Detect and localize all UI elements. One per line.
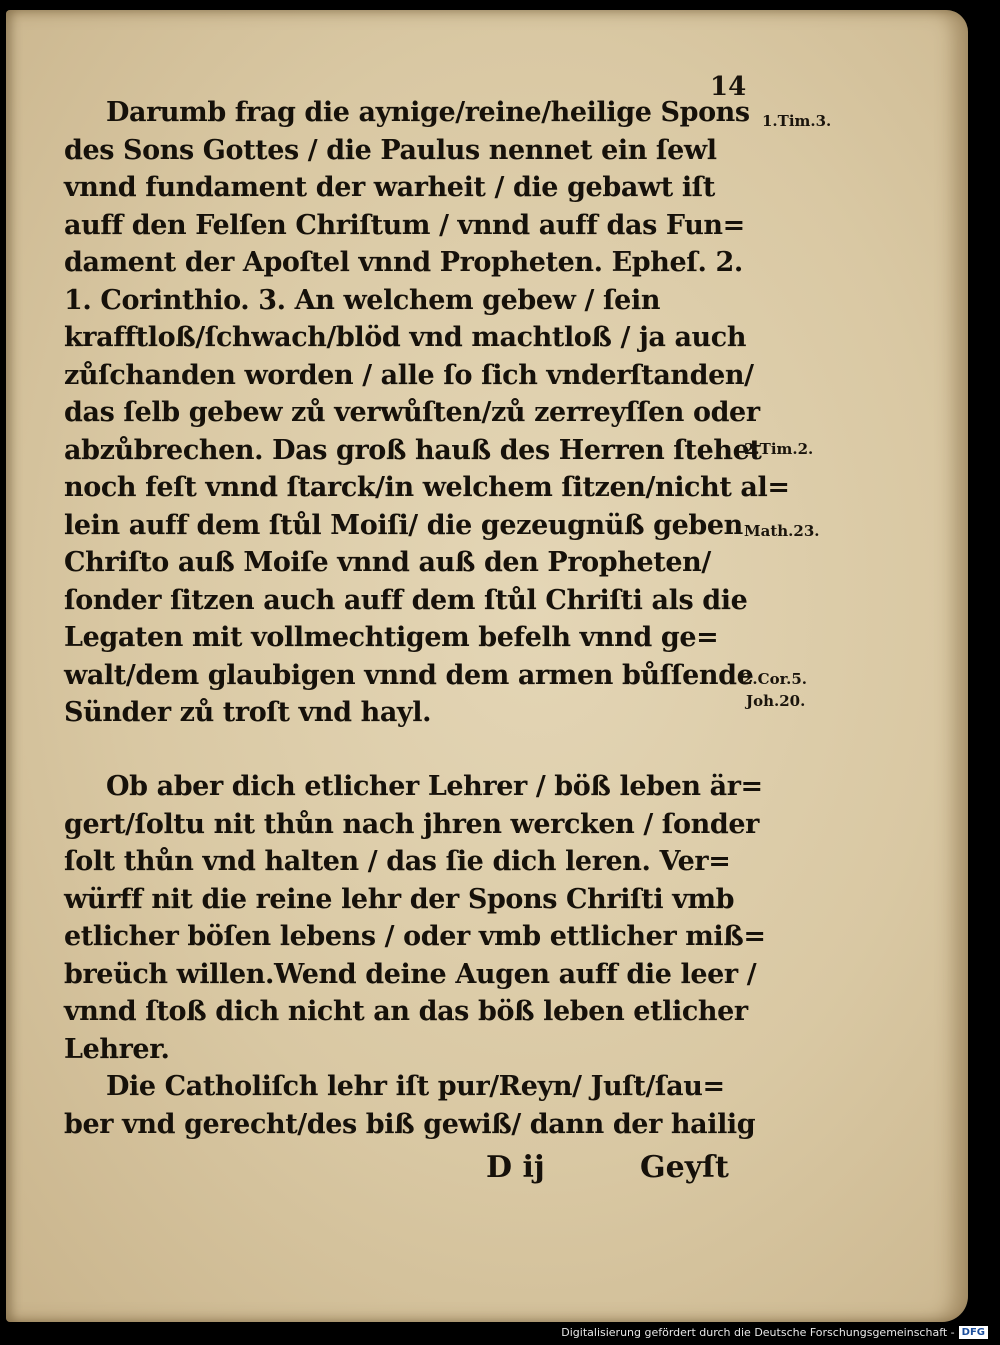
text-line: Ob aber dich etlicher Lehrer / böß leben är= [106, 771, 763, 802]
book-page [6, 10, 968, 1322]
text-line: etlicher böſen lebens / oder vmb ettlicher miß= [64, 921, 766, 952]
text-line: würff nit die reine lehr der Spons Chriſti vmb [64, 883, 735, 915]
text-line: walt/dem glaubigen vnnd dem armen bůſſende [64, 659, 754, 691]
text-line: Sünder zů troſt vnd hayl. [64, 697, 432, 728]
catchword: Geyſt [640, 1150, 729, 1185]
text-line: Legaten mit vollmechtigem befelh vnnd ge= [64, 622, 719, 653]
page-number: 14 [710, 72, 747, 102]
text-line: auff den Felſen Chriſtum / vnnd auff das Fun= [64, 209, 745, 241]
digitization-credit [561, 1324, 988, 1340]
text-line: krafftloß/ſchwach/blöd vnd machtloß / ja auch [64, 322, 747, 353]
text-line: Darumb frag die aynige/reine/heilige Spons [106, 97, 750, 128]
text-line: Die Catholiſch lehr iſt pur/Reyn/ Juſt/ſau= [106, 1071, 725, 1102]
paragraph-2 [64, 768, 766, 1143]
dfg-logo-icon: DFG [959, 1326, 988, 1339]
text-line: dament der Apoſtel vnnd Propheten. Epheſ. 2. [64, 247, 743, 278]
text-line: vnnd ſtoß dich nicht an das böß leben etlicher [64, 996, 748, 1027]
marginal-note: 2.Tim.2. [744, 440, 814, 458]
text-line: lein auff dem ſtůl Moiſi/ die gezeugnüß geben [64, 509, 743, 541]
text-line: ber vnd gerecht/des biß gewiß/ dann der hailig [64, 1108, 756, 1140]
marginal-note: 2.Cor.5. [742, 670, 808, 688]
text-line: vnnd fundament der warheit / die gebawt iſt [64, 172, 715, 203]
text-line: zůſchanden worden / alle ſo ſich vnderſtanden/ [64, 359, 754, 391]
text-line: ſolt thůn vnd halten / das ſie dich leren. Ver= [64, 846, 731, 877]
marginal-note: Math.23. [744, 522, 820, 540]
signature-mark: D ij [486, 1150, 545, 1185]
text-line: des Sons Gottes / die Paulus nennet ein ſewl [64, 134, 717, 166]
text-line: Lehrer. [64, 1033, 170, 1065]
text-line: gert/ſoltu nit thůn nach jhren wercken / ſonder [64, 808, 759, 840]
credit-text: Digitalisierung gefördert durch die Deutsche Forschungsgemeinschaft - [561, 1325, 955, 1339]
text-line: abzůbrechen. Das groß hauß des Herren ſtehet [64, 434, 762, 466]
text-line: Chriſto auß Moiſe vnnd auß den Propheten/ [64, 547, 711, 578]
text-line: breüch willen.Wend deine Augen auff die leer / [64, 958, 757, 990]
text-line: 1. Corinthio. 3. An welchem gebew / ſein [64, 284, 661, 316]
marginal-note: Joh.20. [746, 692, 806, 710]
text-line: ſonder ſitzen auch auff dem ſtůl Chriſti als die [64, 584, 748, 616]
text-line: das ſelb gebew zů verwůſten/zů zerreyſſen oder [64, 397, 760, 428]
text-line: noch feſt vnnd ſtarck/in welchem ſitzen/nicht al= [64, 472, 790, 503]
marginal-note: 1.Tim.3. [762, 112, 832, 130]
